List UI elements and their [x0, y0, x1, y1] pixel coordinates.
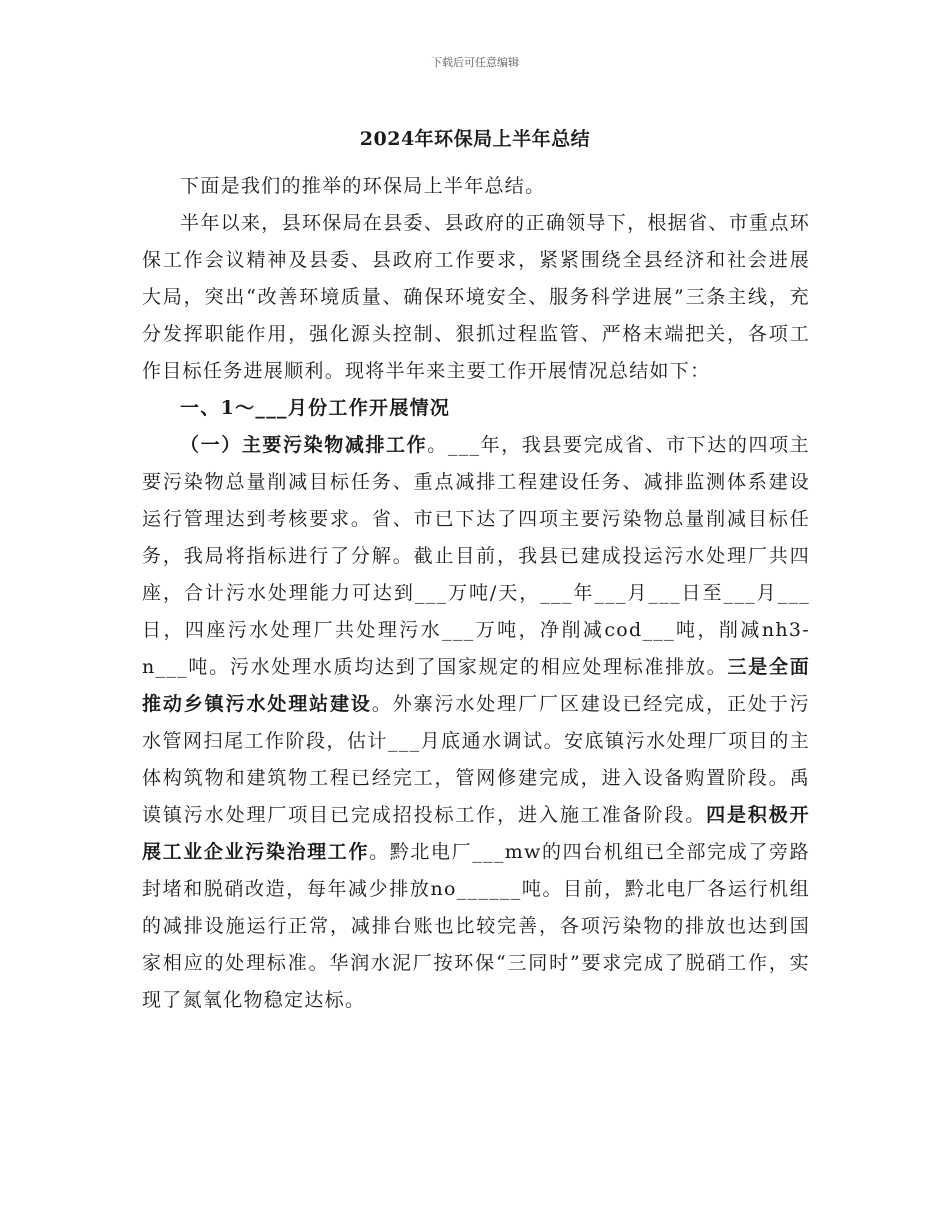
bold-point-three: 三是全面推动乡镇污水处理站建设 [142, 656, 810, 715]
overview-paragraph: 半年以来，县环保局在县委、县政府的正确领导下，根据省、市重点环保工作会议精神及县委、县政府工作要求，紧紧围绕全县经济和社会进展大局，突出“改善环境质量、确保环境安全、服务科学进展”三条主线，充分发挥职能作用，强化源头控制、狠抓过程监管、严格末端把关，各项工作目标任务进展顺利。现将半年来主要工作开展情况总结如下： [142, 212, 810, 382]
paragraph-text: 。黔北电厂___mw的四台机组已全部完成了旁路封堵和脱硝改造，每年减少排放no______吨。目前，黔北电厂各运行机组的减排设施运行正常，减排台账也比较完善，各项污染物的排放也达到国家相应的处理标准。华润水泥厂按环保“三同时”要求完成了脱硝工作，实现了氮氧化物稳定达标。 [142, 841, 810, 1011]
subsection-heading: （一）主要污染物减排工作 [180, 434, 428, 456]
header-note: 下载后可任意编辑 [431, 56, 519, 69]
emission-reduction-paragraph [142, 427, 810, 1019]
paragraph-text: 。___年，我县要完成省、市下达的四项主要污染物总量削减目标任务、重点减排工程建设任务、减排监测体系建设运行管理达到考核要求。省、市已下达了四项主要污染物总量削减目标任务，我局将指标进行了分解。截止目前，我县已建成投运污水处理厂共四座，合计污水处理能力可达到___万吨/天，___年___月___日至___月___日，四座污水处理厂共处理污水___万吨，净削减cod___吨，削减nh3-n___吨。污水处理水质均达到了国家规定的相应处理标准排放。 [142, 434, 810, 678]
bold-point-four: 四是积极开展工业企业污染治理工作 [142, 804, 810, 863]
paragraph-text: 。外寨污水处理厂厂区建设已经完成，正处于污水管网扫尾工作阶段，估计___月底通水调试。安底镇污水处理厂项目的主体构筑物和建筑物工程已经完工，管网修建完成，进入设备购置阶段。禹谟镇污水处理厂项目已完成招投标工作，进入施工准备阶段。 [142, 693, 810, 826]
intro-paragraph: 下面是我们的推举的环保局上半年总结。 [180, 175, 546, 197]
section-heading: 一、1～___月份工作开展情况 [180, 397, 451, 419]
document-body [142, 168, 810, 1019]
document-title: 2024年环保局上半年总结 [359, 128, 591, 150]
